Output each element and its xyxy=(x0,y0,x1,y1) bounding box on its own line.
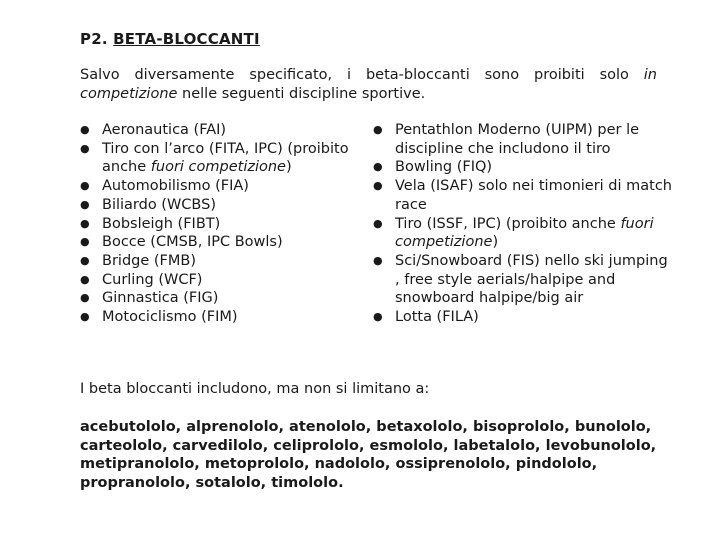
list-item-text: Bobsleigh (FIBT) xyxy=(102,215,221,232)
list-item-text: Bowling (FIQ) xyxy=(395,159,493,176)
list-item xyxy=(80,308,365,327)
bullet-icon: ● xyxy=(80,291,90,305)
list-item-text: Biliardo (WCBS) xyxy=(102,196,216,213)
list-item xyxy=(80,177,365,196)
list-item-tail: ) xyxy=(492,234,499,251)
includes-text: I beta bloccanti includono, ma non si limitano a: xyxy=(80,381,430,397)
right-discipline-list xyxy=(373,121,673,327)
bullet-icon: ● xyxy=(80,310,90,324)
list-item xyxy=(373,158,673,177)
heading-prefix: P2. xyxy=(80,30,108,48)
list-item-text: Motociclismo (FIM) xyxy=(102,309,238,326)
list-item-italic: fuori competizione xyxy=(150,159,286,176)
bullet-icon: ● xyxy=(373,179,383,193)
bullet-icon: ● xyxy=(373,253,383,267)
list-item xyxy=(373,252,673,308)
list-item-text: Lotta (FILA) xyxy=(395,309,479,326)
list-item xyxy=(373,177,673,214)
list-item xyxy=(373,121,673,158)
intro-text-2: nelle seguenti discipline sportive. xyxy=(177,86,426,102)
bullet-icon: ● xyxy=(373,310,383,324)
list-item xyxy=(80,233,365,252)
bullet-icon: ● xyxy=(80,141,90,155)
list-item-text: Tiro con l’arco (FITA, IPC) (proibito anche xyxy=(102,140,349,176)
list-item xyxy=(80,215,365,234)
list-item-text: Bocce (CMSB, IPC Bowls) xyxy=(102,234,283,251)
section-heading xyxy=(80,30,260,48)
intro-italic: in competizione xyxy=(80,67,657,102)
intro-paragraph xyxy=(80,66,657,104)
list-item-italic: fuori competizione xyxy=(395,215,654,251)
list-item-text: Bridge (FMB) xyxy=(102,252,196,269)
list-item xyxy=(80,252,365,271)
bullet-icon: ● xyxy=(373,216,383,230)
intro-text-1: Salvo diversamente specificato, i beta-bloccanti sono proibiti solo xyxy=(80,67,644,83)
list-item xyxy=(80,121,365,140)
list-item xyxy=(80,289,365,308)
drug-list: acebutololo, alprenololo, atenololo, betaxololo, bisoprololo, bunololo, carteololo, carvedilolo, celiprololo, esmololo, labetalolo, levobunololo, metipranololo, metoprololo, nadololo, ossiprenololo, pindololo, propranololo, sotalolo, timololo. xyxy=(80,419,657,492)
bullet-icon: ● xyxy=(80,179,90,193)
bullet-icon: ● xyxy=(80,123,90,136)
list-item xyxy=(373,308,673,327)
list-item-text: Pentathlon Moderno (UIPM) per le discipline che includono il tiro xyxy=(395,122,640,157)
left-discipline-list xyxy=(80,121,365,327)
list-item-text: Automobilismo (FIA) xyxy=(102,178,249,195)
list-item-text: Sci/Snowboard (FIS) nello ski jumping , free style aerials/halpipe and snowboard halpipe/big air xyxy=(395,252,668,307)
list-item xyxy=(80,140,365,177)
list-item xyxy=(80,196,365,215)
list-item-tail: ) xyxy=(285,159,292,176)
bullet-icon: ● xyxy=(373,123,383,136)
bullet-icon: ● xyxy=(80,235,90,249)
list-item-text: Ginnastica (FIG) xyxy=(102,290,219,307)
list-item xyxy=(80,271,365,290)
bullet-icon: ● xyxy=(373,160,383,174)
list-item-text: Curling (WCF) xyxy=(102,271,203,288)
bullet-icon: ● xyxy=(80,272,90,286)
list-item-text: Tiro (ISSF, IPC) (proibito anche xyxy=(395,215,621,232)
bullet-icon: ● xyxy=(80,253,90,267)
heading-title: BETA-BLOCCANTI xyxy=(113,30,260,48)
list-item xyxy=(373,215,673,252)
list-item-text: Vela (ISAF) solo nei timonieri di match race xyxy=(395,178,673,213)
bullet-icon: ● xyxy=(80,216,90,230)
bullet-icon: ● xyxy=(80,197,90,211)
list-item-text: Aeronautica (FAI) xyxy=(102,122,227,138)
